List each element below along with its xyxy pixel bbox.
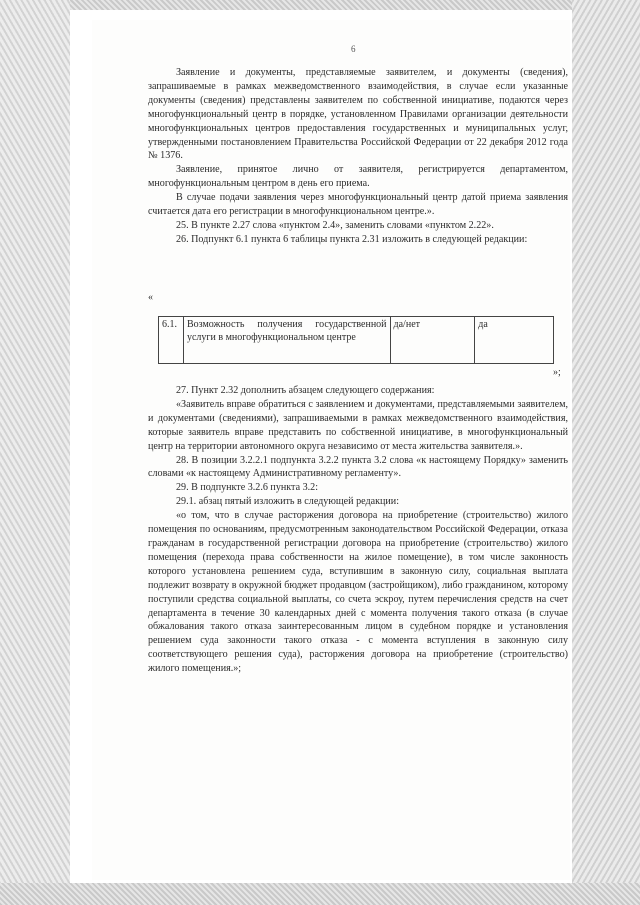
scan-border-top (0, 0, 640, 10)
page-number: 6 (351, 44, 356, 54)
table-cell-num: 6.1. (159, 317, 184, 364)
text-block-1 (148, 66, 568, 247)
paragraph: Заявление, принятое лично от заявителя, регистрируется департаментом, многофункциональным центром в день его приема. (148, 164, 568, 190)
paragraph: «Заявитель вправе обратиться с заявлением и документами, представляемыми заявителем, и документами (сведениями), запрашиваемыми в рамках межведомственного взаимодействия, которые заявитель вправе представить по собственной инициативе, в многофункциональный центр на территории автономного округа независимо от места жительства заявителя.». (148, 398, 568, 452)
paragraph: 29.1. абзац пятый изложить в следующей редакции: (176, 496, 399, 508)
inserted-table (158, 316, 558, 368)
open-quote: « (148, 292, 153, 303)
paragraph: 27. Пункт 2.32 дополнить абзацем следующего содержания: (176, 385, 435, 396)
table-cell-desc: Возможность получения государственной услуги в многофункциональном центре (183, 317, 390, 364)
scan-border-bottom (0, 883, 640, 905)
text-block-2 (148, 384, 568, 676)
scan-border-right (572, 0, 640, 905)
close-quote: »; (553, 367, 561, 378)
paragraph: 26. Подпункт 6.1 пункта 6 таблицы пункта 2.31 изложить в следующей редакции: (176, 233, 528, 245)
table-cell-options: да/нет (390, 317, 475, 364)
paragraph: В случае подачи заявления через многофункциональный центр датой приема заявления считается дата его регистрации в многофункциональном центре.». (148, 192, 568, 218)
paragraph: 28. В позиции 3.2.2.1 подпункта 3.2.2 пункта 3.2 слова «к настоящему Порядку» заменить словами «к настоящему Административному регламенту». (148, 454, 568, 480)
table-cell-value: да (475, 317, 554, 364)
table-row (159, 317, 554, 364)
paragraph: Заявление и документы, представляемые заявителем, и документы (сведения), запрашиваемые в рамках межведомственного взаимодействия, в случае если указанные документы (сведения) представлены заявителем по собственной инициативе, подаются через многофункциональный центр в порядке, установленном Правилами организации деятельности многофункциональных центров предоставления государственных и муниципальных услуг, утвержденными постановлением Правительства Российской Федерации от 22 декабря 2012 года № 1376. (148, 67, 568, 162)
paragraph: 25. В пункте 2.27 слова «пунктом 2.4», заменить словами «пунктом 2.22». (176, 219, 494, 231)
paragraph: 29. В подпункте 3.2.6 пункта 3.2: (176, 482, 319, 494)
scan-border-left (0, 0, 70, 905)
paragraph: «о том, что в случае расторжения договора на приобретение (строительство) жилого помещения по основаниям, предусмотренным законодательством Российской Федерации, отказа гражданам в государственной регистрации договора на приобретение (строительство) жилого помещения (перехода права собственности на жилое помещение), в том числе законность которого установлена решением суда, вступившим в законную силу, социальная выплата подлежит возврату в окружной бюджет продавцом (застройщиком), либо гражданином, которому поступили средства социальной выплаты, со счета эскроу, путем перечисления средств на счет департамента в течение 30 календарных дней с момента получения такого отказа (в случае обжалования такого отказа заинтересованным лицом в судебном порядке и установления решением суда законности такого отказа - с момента вступления в законную силу соответствующего решения суда), расторжения договора на приобретение (строительство) жилого помещения.»; (148, 510, 568, 675)
